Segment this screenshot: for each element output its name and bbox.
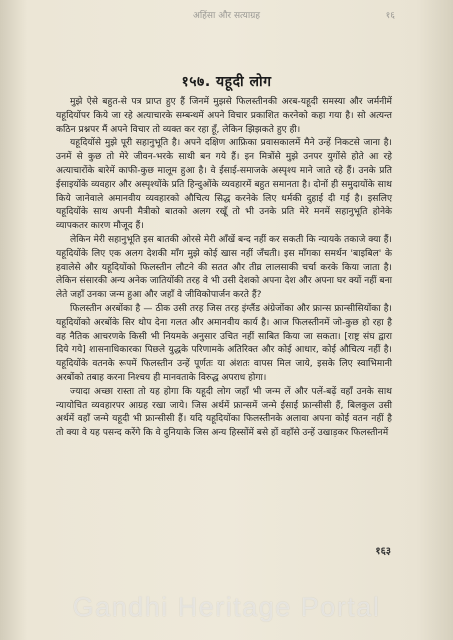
paragraph-5: ज्यादा अच्छा रास्ता तो यह होगा कि यहूदी लोग जहाँ भी जन्म लें और पलें-बढ़ें वहाँ उनके साथ न्यायोचित व्यवहारपर आग्रह रखा जाये। जिस अर्थमें फ्रान्समें जन्मे ईसाई फ्रान्सीसी हैं, बिलकुल उसी अर्थमें वहाँ जन्मे यहूदी भी फ्रान्सीसी हैं। यदि यहूदियोंका फिलस्तीनके अलावा अपना कोई वतन नहीं है तो क्या वे यह पसन्द करेंगे कि वे दुनियाके जिस अन्य हिस्सोंमें बसे हों वहाँसे उन्हें उखाड़कर फिलस्तीनमें <box>56 386 392 439</box>
running-head <box>0 8 453 21</box>
watermark: Gandhi Heritage Portal <box>72 592 381 622</box>
running-head-right: १६ <box>385 11 395 21</box>
page-number: १६३ <box>375 546 391 557</box>
body-text <box>56 96 392 441</box>
running-head-center: अहिंसा और सत्याग्रह <box>192 11 261 21</box>
chapter-title: १५७. यहूदी लोग <box>181 74 272 90</box>
paragraph-4: फिलस्तीन अरबोंका है — ठीक उसी तरह जिस तरह इंग्लैंड अंग्रेजोंका और फ्रान्स फ्रान्सीसियोंका है। यहूदियोंको अरबोंके सिर थोप देना गलत और अमानवीय कार्य है। आज फिलस्तीनमें जो-कुछ हो रहा है वह नैतिक आचरणके किसी भी नियमके अनुसार उचित नहीं साबित किया जा सकता। [राष्ट्र संघ द्वारा दिये गये] शासनाधिकारका पिछले युद्धके परिणामके अतिरिक्त और कोई आधार, कोई औचित्य नहीं है। यहूदियोंके वतनके रूपमें फिलस्तीन उन्हें पूर्णतः या अंशतः वापस मिल जाये, इसके लिए स्वाभिमानी अरबोंको तबाह करना निश्चय ही मानवताके विरुद्ध अपराध होगा। <box>56 303 392 383</box>
paragraph-3: लेकिन मेरी सहानुभूति इस बातकी ओरसे मेरी आँखें बन्द नहीं कर सकती कि न्यायके तकाजे क्या हैं। यहूदियोंके लिए एक अलग देशकी माँग मुझे कोई खास नहीं जँचती। इस माँगका समर्थन 'बाइबिल' के हवालेसे और यहूदियोंको फिलस्तीन लौटने की सतत और तीव्र लालसाकी चर्चा करके किया जाता है। लेकिन संसारकी अन्य अनेक जातियोंकी तरह वे भी उसी देशको अपना देश और अपना घर क्यों नहीं बना लेते जहाँ उनका जन्म हुआ और जहाँ वे जीविकोपार्जन करते हैं? <box>56 234 392 301</box>
paragraph-1: मुझे ऐसे बहुत-से पत्र प्राप्त हुए हैं जिनमें मुझसे फिलस्तीनकी अरब-यहूदी समस्या और जर्मनीमें यहूदियोंपर किये जा रहे अत्याचारके सम्बन्धमें अपने विचार प्रकाशित करनेको कहा गया है। सो अत्यन्त कठिन प्रश्नपर मैं अपने विचार तो व्यक्त कर रहा हूँ, लेकिन झिझकते हुए ही। <box>56 97 392 135</box>
paragraph-2: यहूदियोंसे मुझे पूरी सहानुभूति है। अपने दक्षिण आफ्रिका प्रवासकालमें मैने उन्हें निकटसे जाना है। उनमें से कुछ तो मेरे जीवन-भरके साथी बन गये हैं। इन मित्रोंसे मुझे उनपर युगोंसे होते आ रहे अत्याचारोंके बारेमें काफी-कुछ मालूम हुआ है। वे ईसाई-समाजके अस्पृश्य माने जाते रहे हैं। उनके प्रति ईसाइयोंके व्यवहार और अस्पृश्योंके प्रति हिन्दुओंके व्यवहारमें बहुत समानता है। दोनों ही समुदायोंके साथ किये जानेवाले अमानवीय व्यवहारको औचित्य सिद्ध करनेके लिए धर्मकी दुहाई दी गई है। इसलिए यहूदियोंके साथ अपनी मैत्रीको बातको अलग रखूँ तो भी उनके प्रति मेरे मनमें सहानुभूति होनेके व्यापकतर कारण मौजूद हैं। <box>56 138 392 232</box>
